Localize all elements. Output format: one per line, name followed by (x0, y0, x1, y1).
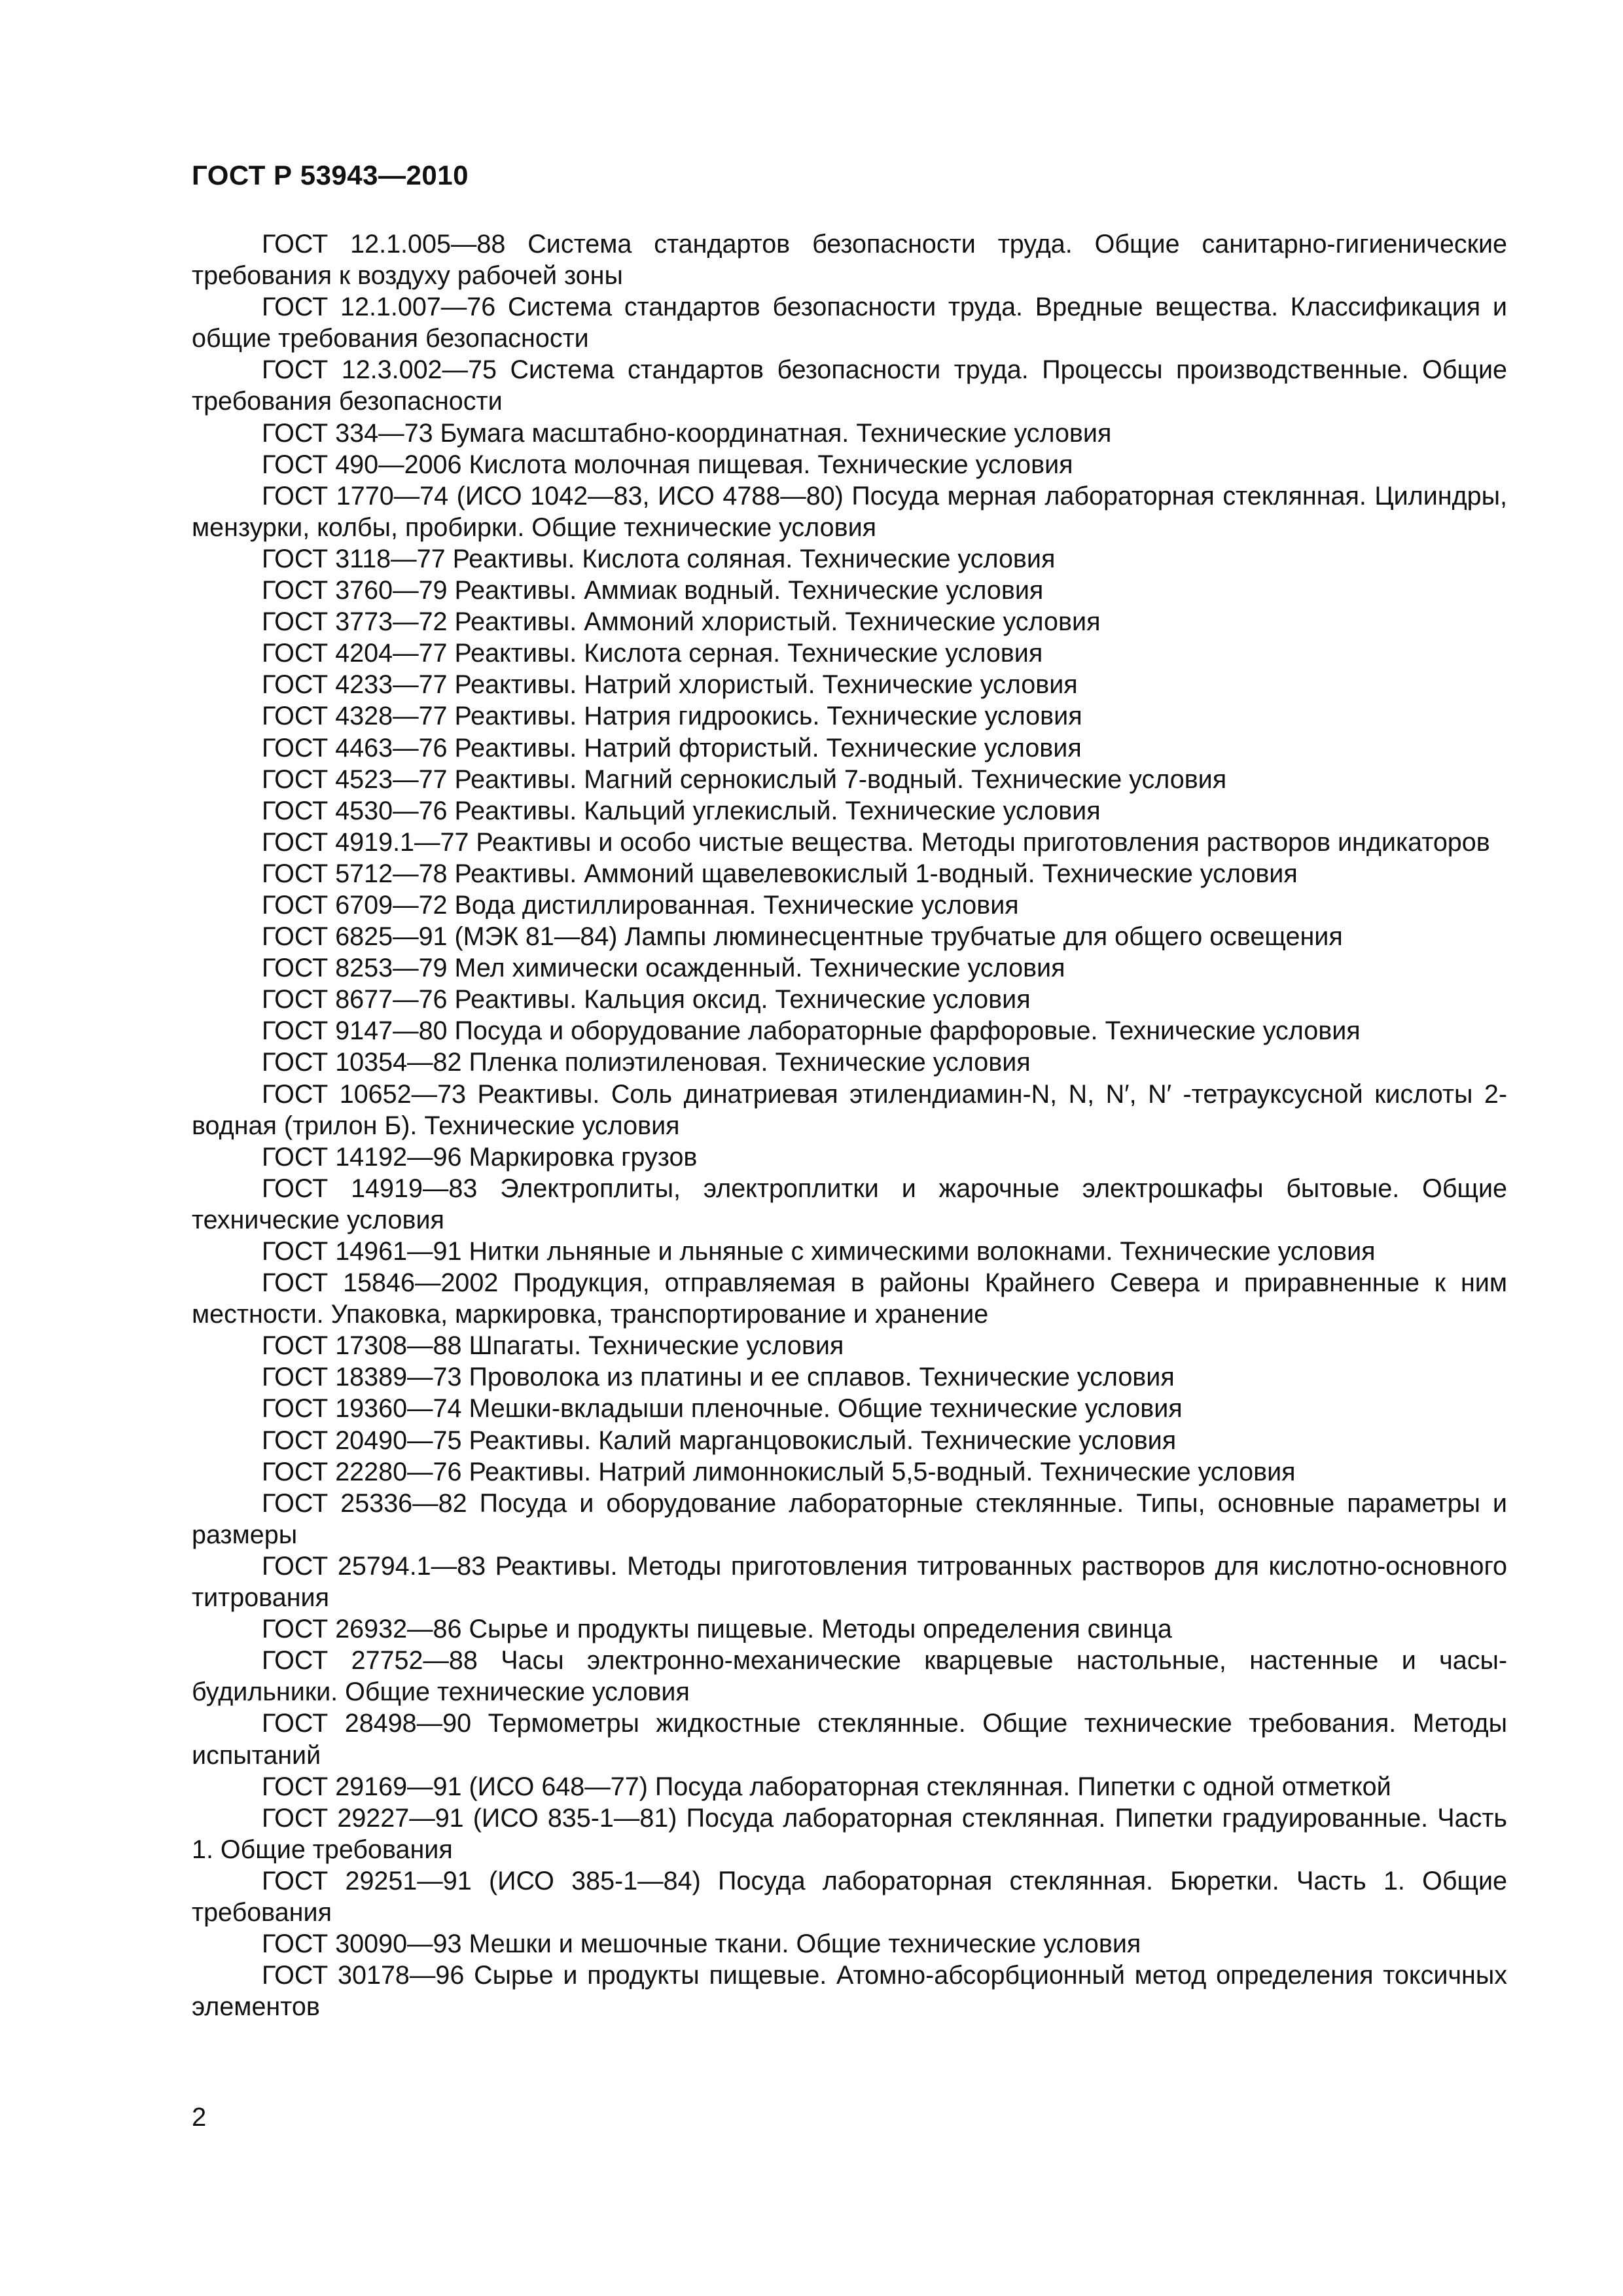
reference-entry: ГОСТ 25794.1—83 Реактивы. Методы приготовления титрованных растворов для кислотно-основного титрования (192, 1551, 1507, 1613)
reference-entry: ГОСТ 4328—77 Реактивы. Натрия гидроокись. Технические условия (262, 702, 1082, 731)
reference-entry: ГОСТ 25336—82 Посуда и оборудование лабораторные стеклянные. Типы, основные параметры и размеры (192, 1488, 1507, 1549)
normative-references-list (192, 228, 1507, 2022)
reference-entry: ГОСТ 4204—77 Реактивы. Кислота серная. Технические условия (262, 639, 1043, 668)
reference-entry: ГОСТ 12.3.002—75 Система стандартов безопасности труда. Процессы производственные. Общие требования безопасности (192, 355, 1507, 416)
reference-entry: ГОСТ 3760—79 Реактивы. Аммиак водный. Технические условия (262, 576, 1044, 605)
reference-entry: ГОСТ 27752—88 Часы электронно-механические кварцевые настольные, настенные и часы-будильники. Общие технические условия (192, 1646, 1507, 1707)
page-number: 2 (192, 2103, 207, 2132)
reference-entry: ГОСТ 490—2006 Кислота молочная пищевая. Технические условия (262, 450, 1073, 479)
reference-entry: ГОСТ 28498—90 Термометры жидкостные стеклянные. Общие технические требования. Методы испытаний (192, 1709, 1507, 1770)
reference-entry: ГОСТ 14192—96 Маркировка грузов (262, 1142, 698, 1172)
reference-entry: ГОСТ 18389—73 Проволока из платины и ее сплавов. Технические условия (262, 1363, 1175, 1392)
reference-entry: ГОСТ 8677—76 Реактивы. Кальция оксид. Технические условия (262, 985, 1031, 1014)
reference-entry: ГОСТ 14961—91 Нитки льняные и льняные с химическими волокнами. Технические условия (262, 1237, 1376, 1266)
document-header: ГОСТ Р 53943—2010 (192, 160, 469, 190)
reference-entry: ГОСТ 26932—86 Сырье и продукты пищевые. Методы определения свинца (262, 1615, 1172, 1644)
reference-entry: ГОСТ 12.1.007—76 Система стандартов безопасности труда. Вредные вещества. Классификация и общие требования безопасности (192, 293, 1507, 353)
reference-entry: ГОСТ 6709—72 Вода дистиллированная. Технические условия (262, 890, 1019, 920)
reference-entry: ГОСТ 15846—2002 Продукция, отправляемая в районы Крайнего Севера и приравненные к ним местности. Упаковка, маркировка, транспортирование и хранение (192, 1268, 1507, 1329)
reference-entry: ГОСТ 6825—91 (МЭК 81—84) Лампы люминесцентные трубчатые для общего освещения (262, 922, 1343, 952)
reference-entry: ГОСТ 4523—77 Реактивы. Магний сернокислый 7-водный. Технические условия (262, 764, 1227, 794)
reference-entry: ГОСТ 5712—78 Реактивы. Аммоний щавелевокислый 1-водный. Технические условия (262, 859, 1298, 888)
reference-entry: ГОСТ 29227—91 (ИСО 835-1—81) Посуда лабораторная стеклянная. Пипетки градуированные. Часть 1. Общие требования (192, 1803, 1507, 1864)
reference-entry: ГОСТ 10652—73 Реактивы. Соль динатриевая этилендиамин-N, N, N′, N′ -тетрауксусной кислоты 2-водная (трилон Б). Технические условия (192, 1079, 1507, 1140)
reference-entry: ГОСТ 9147—80 Посуда и оборудование лабораторные фарфоровые. Технические условия (262, 1016, 1361, 1046)
reference-entry: ГОСТ 30178—96 Сырье и продукты пищевые. Атомно-абсорбционный метод определения токсичных элементов (192, 1961, 1507, 2022)
reference-entry: ГОСТ 4919.1—77 Реактивы и особо чистые вещества. Методы приготовления растворов индикаторов (262, 827, 1490, 857)
reference-entry: ГОСТ 3773—72 Реактивы. Аммоний хлористый. Технические условия (262, 607, 1101, 637)
reference-entry: ГОСТ 20490—75 Реактивы. Калий марганцовокислый. Технические условия (262, 1426, 1177, 1455)
reference-entry: ГОСТ 4233—77 Реактивы. Натрий хлористый. Технические условия (262, 670, 1078, 700)
reference-entry: ГОСТ 4530—76 Реактивы. Кальций углекислый. Технические условия (262, 796, 1101, 825)
reference-entry: ГОСТ 17308—88 Шпагаты. Технические условия (262, 1331, 844, 1361)
reference-entry: ГОСТ 1770—74 (ИСО 1042—83, ИСО 4788—80) Посуда мерная лабораторная стеклянная. Цилиндры, мензурки, колбы, пробирки. Общие технические условия (192, 481, 1507, 542)
reference-entry: ГОСТ 29251—91 (ИСО 385-1—84) Посуда лабораторная стеклянная. Бюретки. Часть 1. Общие требования (192, 1866, 1507, 1927)
reference-entry: ГОСТ 22280—76 Реактивы. Натрий лимоннокислый 5,5-водный. Технические условия (262, 1457, 1296, 1486)
reference-entry: ГОСТ 14919—83 Электроплиты, электроплитки и жарочные электрошкафы бытовые. Общие технические условия (192, 1174, 1507, 1234)
reference-entry: ГОСТ 19360—74 Мешки-вкладыши пленочные. Общие технические условия (262, 1394, 1183, 1424)
reference-entry: ГОСТ 8253—79 Мел химически осажденный. Технические условия (262, 954, 1065, 983)
reference-entry: ГОСТ 10354—82 Пленка полиэтиленовая. Технические условия (262, 1048, 1031, 1077)
reference-entry: ГОСТ 30090—93 Мешки и мешочные ткани. Общие технические условия (262, 1929, 1141, 1959)
reference-entry: ГОСТ 29169—91 (ИСО 648—77) Посуда лабораторная стеклянная. Пипетки с одной отметкой (262, 1772, 1391, 1801)
reference-entry: ГОСТ 4463—76 Реактивы. Натрий фтористый. Технические условия (262, 733, 1082, 762)
reference-entry: ГОСТ 12.1.005—88 Система стандартов безопасности труда. Общие санитарно-гигиенические требования к воздуху рабочей зоны (192, 230, 1507, 291)
reference-entry: ГОСТ 334—73 Бумага масштабно-координатная. Технические условия (262, 418, 1112, 448)
reference-entry: ГОСТ 3118—77 Реактивы. Кислота соляная. Технические условия (262, 544, 1056, 573)
